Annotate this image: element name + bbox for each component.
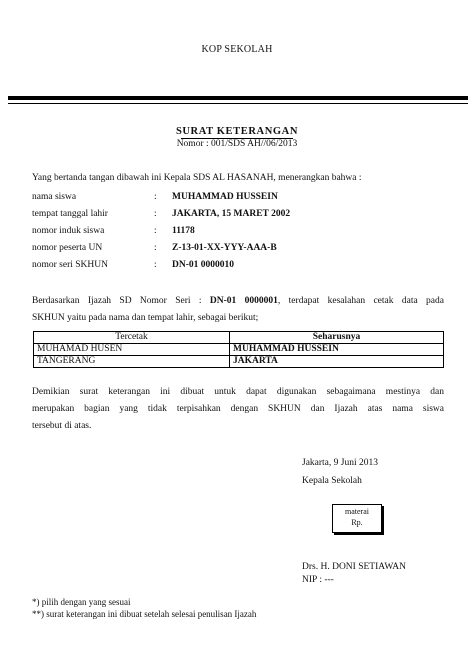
signature-place-date: Jakarta, 9 Juni 2013 <box>302 458 378 468</box>
column-header-correct: Seharusnya <box>230 332 444 344</box>
field-label: nama siswa <box>32 192 77 202</box>
paragraph-line: SKHUN yaitu pada nama dan tempat lahir, sebagai berikut; <box>32 313 259 323</box>
paragraph-line: tersebut di atas. <box>32 421 92 431</box>
materai-stamp-box <box>332 504 382 533</box>
paragraph-line: merupakan bagian yang tidak terpisahkan dengan SKHUN dan Ijazah atas nama siswa <box>32 404 444 414</box>
field-row-ttl <box>32 209 452 223</box>
table-row <box>34 356 444 368</box>
field-value: JAKARTA, 15 MARET 2002 <box>172 209 291 219</box>
field-colon: : <box>154 243 157 253</box>
materai-label: materai <box>345 507 369 516</box>
field-value: Z-13-01-XX-YYY-AAA-B <box>172 243 277 253</box>
signatory-name: Drs. H. DONI SETIAWAN <box>302 562 406 572</box>
table-cell: MUHAMAD HUSEN <box>34 344 230 356</box>
field-value: MUHAMMAD HUSSEIN <box>172 192 278 202</box>
paragraph-line: Demikian surat keterangan ini dibuat untuk dapat digunakan sebagaimana mestinya dan <box>32 387 444 397</box>
field-colon: : <box>154 209 157 219</box>
correction-table <box>33 331 444 368</box>
field-row-peserta-un <box>32 243 452 257</box>
paragraph-closing <box>32 384 444 435</box>
materai-amount: Rp. <box>351 518 363 527</box>
table-cell: MUHAMMAD HUSSEIN <box>230 344 444 356</box>
paragraph-text: , terdapat kesalahan cetak data pada <box>277 296 444 306</box>
field-label: nomor seri SKHUN <box>32 260 108 270</box>
intro-text: Yang bertanda tangan dibawah ini Kepala SDS AL HASANAH, menerangkan bahwa : <box>32 173 362 183</box>
paragraph-text: Berdasarkan Ijazah SD Nomor Seri : <box>32 296 210 306</box>
field-value: 11178 <box>172 226 195 236</box>
field-colon: : <box>154 192 157 202</box>
field-colon: : <box>154 260 157 270</box>
footnote-2: **) surat keterangan ini dibuat setelah selesai penulisan Ijazah <box>32 609 257 619</box>
column-header-printed: Tercetak <box>34 332 230 344</box>
field-label: nomor peserta UN <box>32 243 103 253</box>
field-row-nama <box>32 192 452 206</box>
letter-title: SURAT KETERANGAN <box>175 126 299 137</box>
letterhead-text: KOP SEKOLAH <box>201 44 273 55</box>
paragraph-line <box>32 293 444 310</box>
signature-position: Kepala Sekolah <box>302 476 362 486</box>
paragraph-ijazah <box>32 293 444 327</box>
letterhead-rule-thick <box>8 96 468 100</box>
table-cell: JAKARTA <box>230 356 444 368</box>
letterhead-rule-thin <box>8 103 468 104</box>
field-row-nis <box>32 226 452 240</box>
field-value: DN-01 0000010 <box>172 260 235 270</box>
footnote-1: *) pilih dengan yang sesuai <box>32 597 131 607</box>
letter-number: Nomor : 001/SDS AH//06/2013 <box>176 139 298 149</box>
ijazah-serial: DN-01 0000001 <box>209 296 278 306</box>
table-row <box>34 344 444 356</box>
field-label: tempat tanggal lahir <box>32 209 108 219</box>
table-cell: TANGERANG <box>34 356 230 368</box>
field-label: nomor induk siswa <box>32 226 105 236</box>
table-header-row <box>34 332 444 344</box>
signatory-nip: NIP : --- <box>302 575 334 585</box>
field-row-skhun <box>32 260 452 274</box>
field-colon: : <box>154 226 157 236</box>
